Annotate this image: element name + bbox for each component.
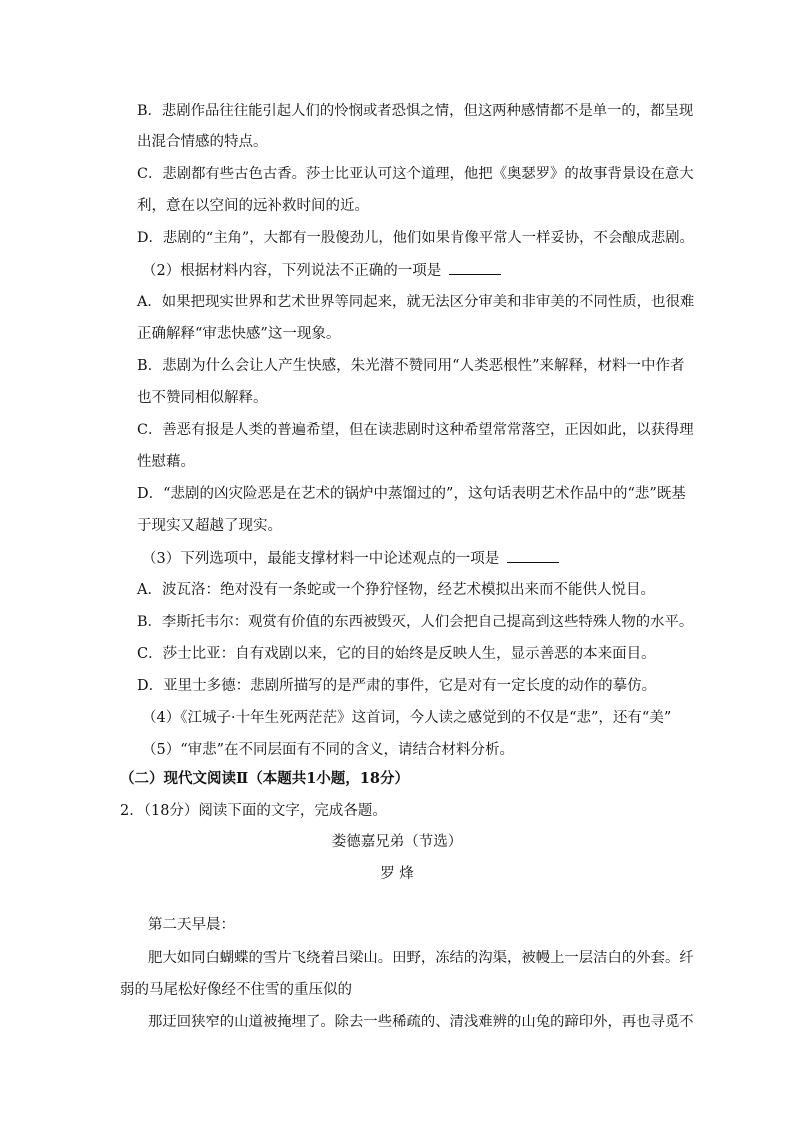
text-line: 也不赞同相似解释。 xyxy=(137,390,268,406)
text-line: A．波瓦洛：绝对没有一条蛇或一个狰狞怪物，经艺术模拟出来而不能供人悦目。 xyxy=(137,582,655,598)
answer-blank[interactable] xyxy=(449,260,501,275)
text-line: C．莎士比亚：自有戏剧以来，它的目的始终是反映人生，显示善恶的本来面目。 xyxy=(137,646,656,662)
text-line: D．亚里士多德：悲剧所描写的是严肃的事件，它是对有一定长度的动作的摹仿。 xyxy=(137,678,657,694)
text-line: C．悲剧都有些古色古香。莎士比亚认可这个道理，他把《奥瑟罗》的故事背景设在意大 xyxy=(137,166,694,182)
section-heading: （二）现代文阅读Ⅱ（本题共1小题，18分） xyxy=(120,770,409,787)
passage-title: 娄德嘉兄弟（节选） xyxy=(331,834,463,850)
question-text: （2）根据材料内容，下列说法不正确的一项是 xyxy=(142,263,442,279)
passage-line: 肥大如同白蝴蝶的雪片飞绕着吕梁山。田野，冻结的沟渠，被幔上一层洁白的外套。纤 xyxy=(148,950,694,966)
text-line: B．李斯托韦尔：观赏有价值的东西被毁灭，人们会把自己提高到这些特殊人物的水平。 xyxy=(137,614,694,630)
text-line: 于现实又超越了现实。 xyxy=(137,518,282,534)
passage-line: 那迂回狭窄的山道被掩埋了。除去一些稀疏的、清浅难辨的山兔的蹄印外，再也寻觅不 xyxy=(148,1014,694,1030)
question-5: （5）“审悲”在不同层面有不同的含义，请结合材料分析。 xyxy=(142,742,515,758)
text-line: B．悲剧作品往往能引起人们的怜悯或者恐惧之情，但这两种感情都不是单一的，都呈现 xyxy=(137,103,694,119)
text-line: A．如果把现实世界和艺术世界等同起来，就无法区分审美和非审美的不同性质，也很难 xyxy=(137,294,695,310)
question-2 xyxy=(142,260,501,281)
text-line: 利，意在以空间的远补救时间的近。 xyxy=(137,198,369,214)
passage-line: 弱的马尾松好像经不住雪的重压似的 xyxy=(120,982,352,998)
answer-blank[interactable] xyxy=(507,548,559,563)
question-4: （4）《江城子·十年生死两茫茫》这首词，今人读之感觉到的不仅是“悲”，还有“美” xyxy=(142,710,672,726)
text-line: 性慰藉。 xyxy=(137,454,195,470)
passage-line: 第二天早晨： xyxy=(148,917,235,933)
text-line: D．悲剧的“主角”，大都有一股傻劲儿，他们如果肯像平常人一样妥协，不会酿成悲剧。 xyxy=(137,230,694,246)
question-intro: 2．（18分）阅读下面的文字，完成各题。 xyxy=(120,803,387,819)
passage-author: 罗 烽 xyxy=(380,866,414,882)
text-line: D．“悲剧的凶灾险恶是在艺术的锅炉中蒸馏过的”，这句话表明艺术作品中的“悲”既基 xyxy=(137,486,686,502)
text-line: B．悲剧为什么会让人产生快感，朱光潜不赞同用“人类恶根性”来解释，材料一中作者 xyxy=(137,358,685,374)
question-text: （3）下列选项中，最能支撑材料一中论述观点的一项是 xyxy=(142,551,500,567)
text-line: 正确解释“审悲快感”这一现象。 xyxy=(137,326,341,342)
question-3 xyxy=(142,548,559,569)
text-line: C．善恶有报是人类的普遍希望，但在读悲剧时这种希望常常落空，正因如此，以获得理 xyxy=(137,422,694,438)
text-line: 出混合情感的特点。 xyxy=(137,134,268,150)
